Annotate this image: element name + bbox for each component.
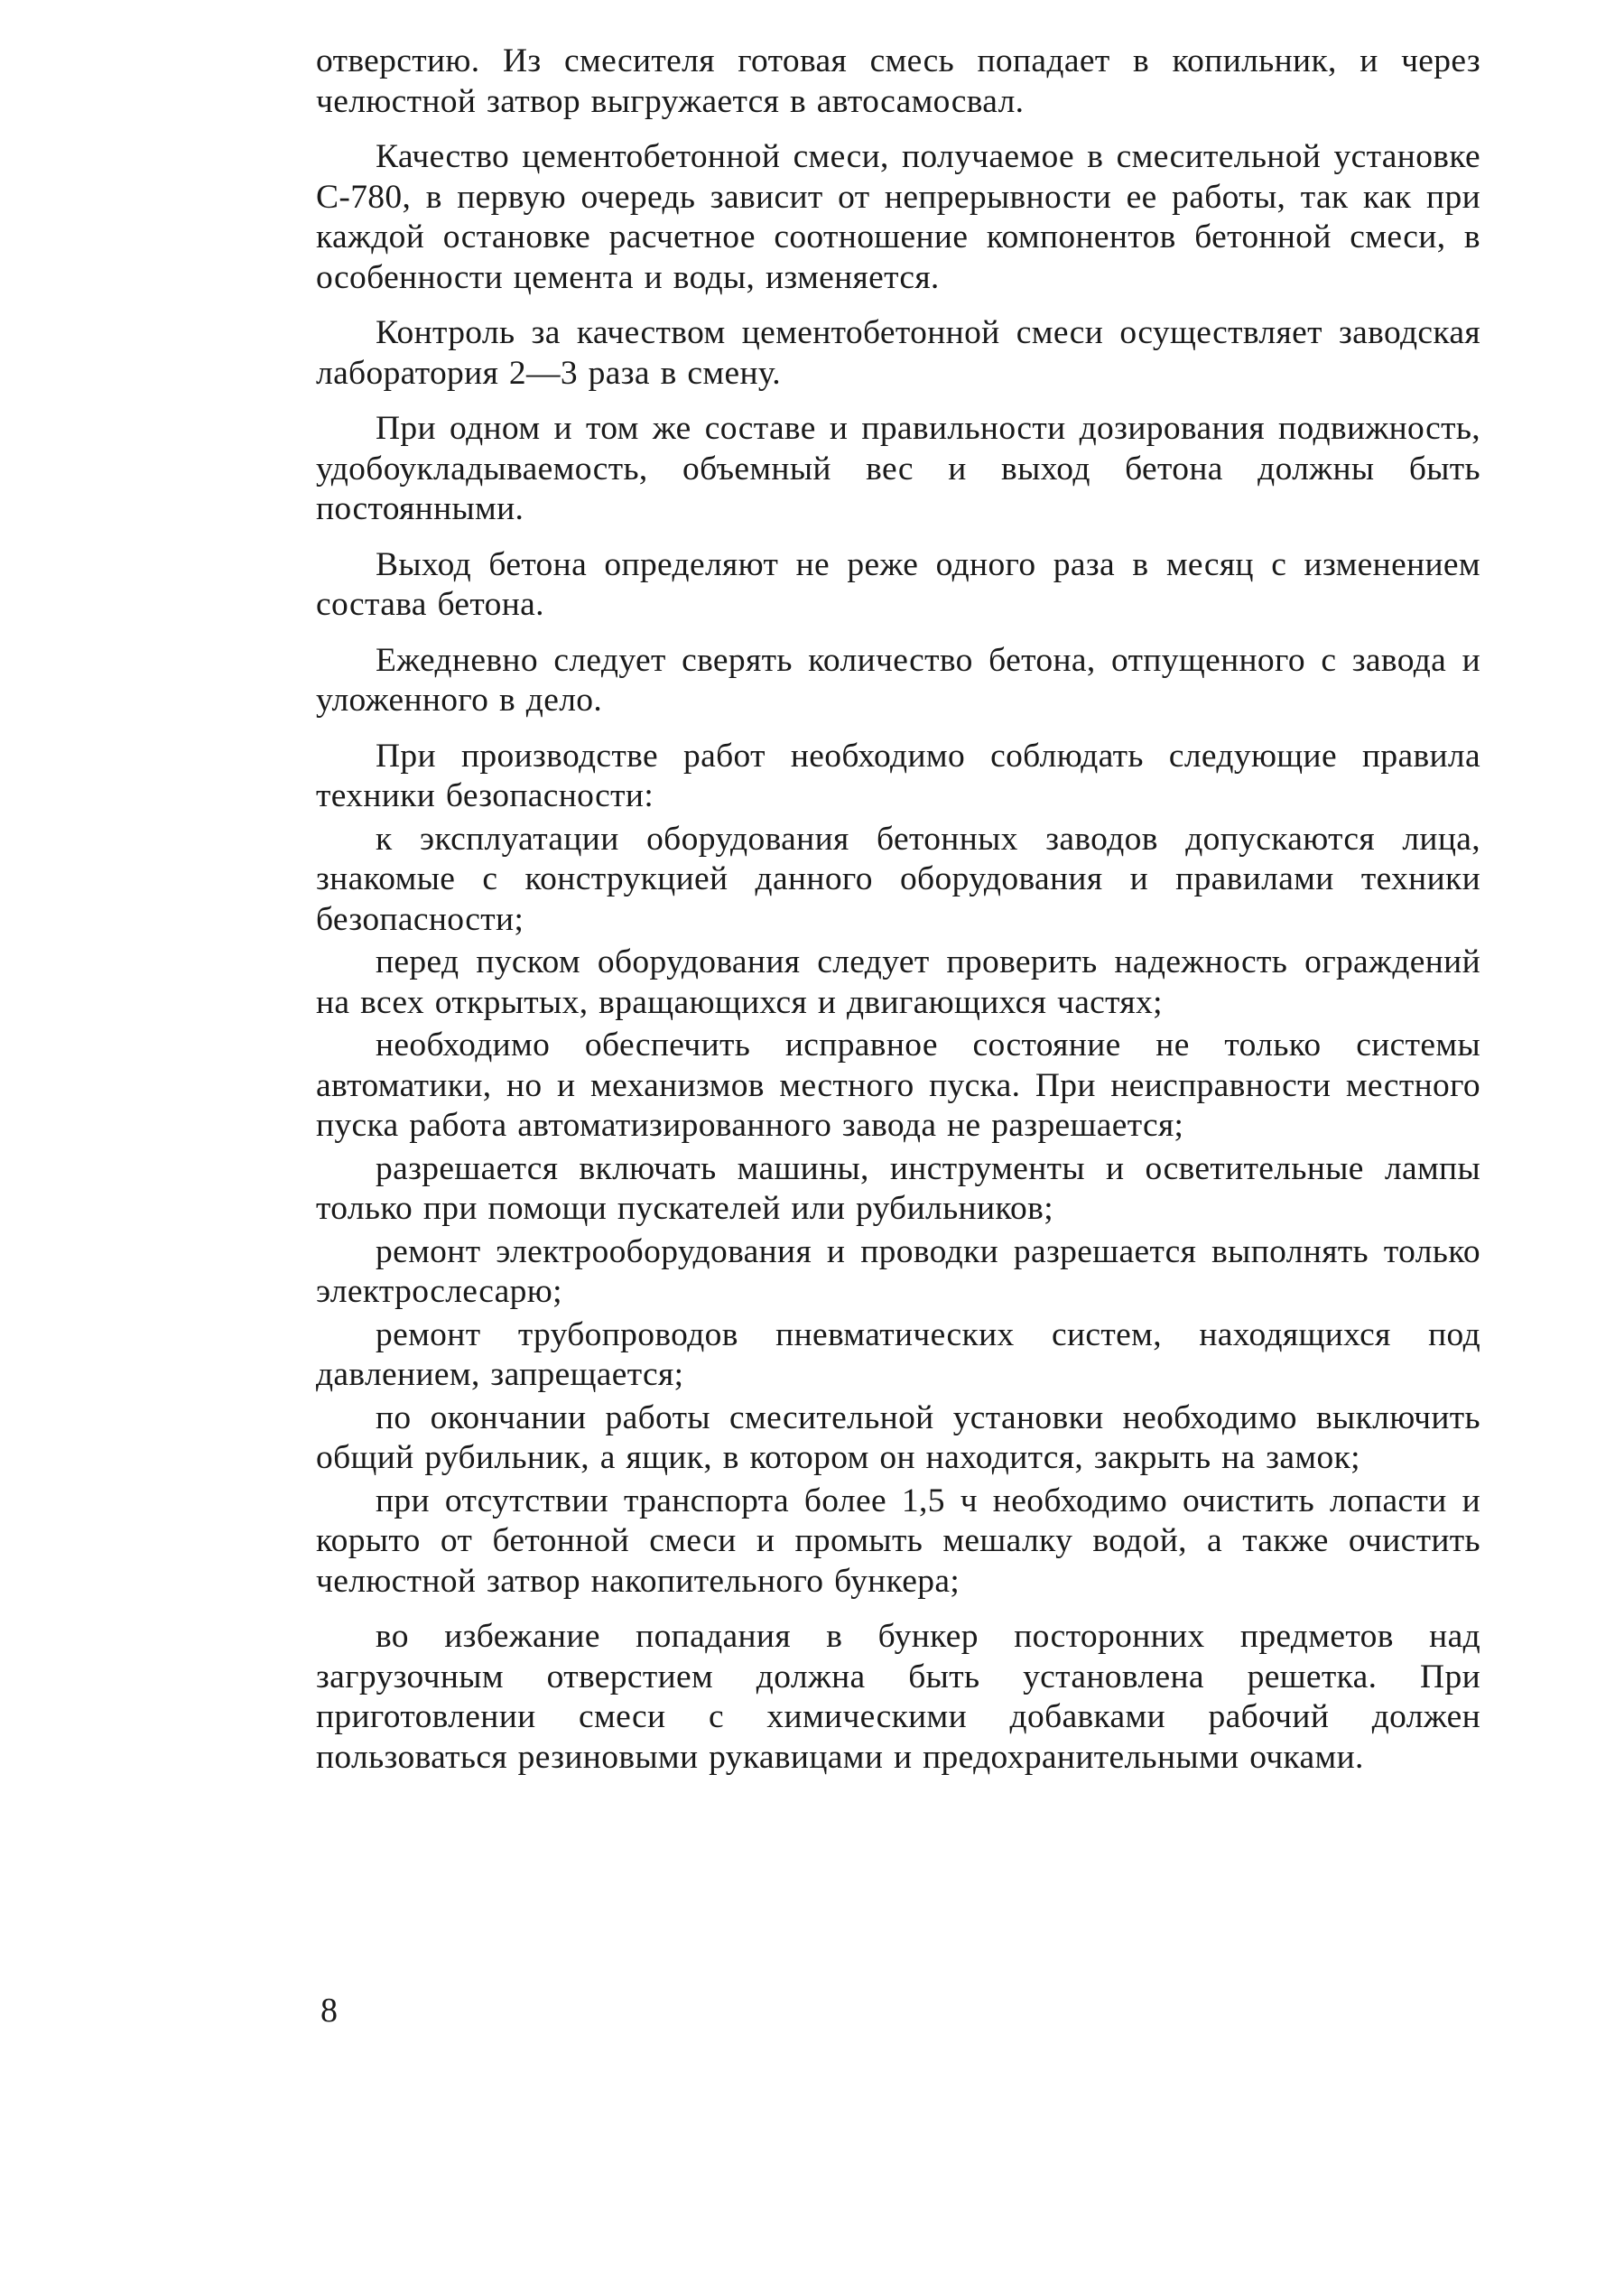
paragraph: отверстию. Из смесителя готовая смесь попадает в копильник, и через челюстной затвор выгружается в автосамосвал.: [316, 42, 1480, 120]
paragraph: Выход бетона определяют не реже одного раза в месяц с изменением состава бетона.: [316, 545, 1480, 623]
safety-rules-intro: При производстве работ необходимо соблюдать следующие правила техники безопасности:: [316, 737, 1480, 814]
safety-rule-item: к эксплуатации оборудования бетонных заводов допускаются лица, знакомые с конструкцией данного оборудования и правилами техники безопасности;: [316, 820, 1480, 938]
safety-rule-item: ремонт электрооборудования и проводки разрешается выполнять только электрослесарю;: [316, 1232, 1480, 1310]
safety-rule-item: разрешается включать машины, инструменты и осветительные лампы только при помощи пускателей или рубильников;: [316, 1149, 1480, 1227]
safety-rule-item: перед пуском оборудования следует проверить надежность ограждений на всех открытых, вращающихся и двигающихся частях;: [316, 943, 1480, 1021]
safety-rule-item: по окончании работы смесительной установки необходимо выключить общий рубильник, а ящик, в котором он находится, закрыть на замок;: [316, 1398, 1480, 1476]
body-text: [316, 42, 1480, 1793]
paragraph: Качество цементобетонной смеси, получаемое в смесительной установке С-780, в первую очередь зависит от непрерывности ее работы, так как при каждой остановке расчетное соотношение компонентов бетонной смеси, в особенности цемента и воды, изменяется.: [316, 138, 1480, 296]
safety-rule-item: при отсутствии транспорта более 1,5 ч необходимо очистить лопасти и корыто от бетонной смеси и промыть мешалку водой, а также очистить челюстной затвор накопительного бункера;: [316, 1482, 1480, 1600]
safety-rule-item: во избежание попадания в бункер посторонних предметов над загрузочным отверстием должна быть установлена решетка. При приготовлении смеси с химическими добавками рабочий должен пользоваться резиновыми рукавицами и предохранительными очками.: [316, 1618, 1480, 1776]
paragraph: При одном и том же составе и правильности дозирования подвижность, удобоукладываемость, объемный вес и выход бетона должны быть постоянными.: [316, 410, 1480, 527]
page-number: 8: [320, 1992, 338, 2030]
paragraph: Ежедневно следует сверять количество бетона, отпущенного с завода и уложенного в дело.: [316, 641, 1480, 719]
paragraph: Контроль за качеством цементобетонной смеси осуществляет заводская лаборатория 2—3 раза в смену.: [316, 314, 1480, 392]
safety-rule-item: ремонт трубопроводов пневматических систем, находящихся под давлением, запрещается;: [316, 1315, 1480, 1393]
safety-rule-item: необходимо обеспечить исправное состояние не только системы автоматики, но и механизмов местного пуска. При неисправности местного пуска работа автоматизированного завода не разрешается;: [316, 1027, 1480, 1144]
